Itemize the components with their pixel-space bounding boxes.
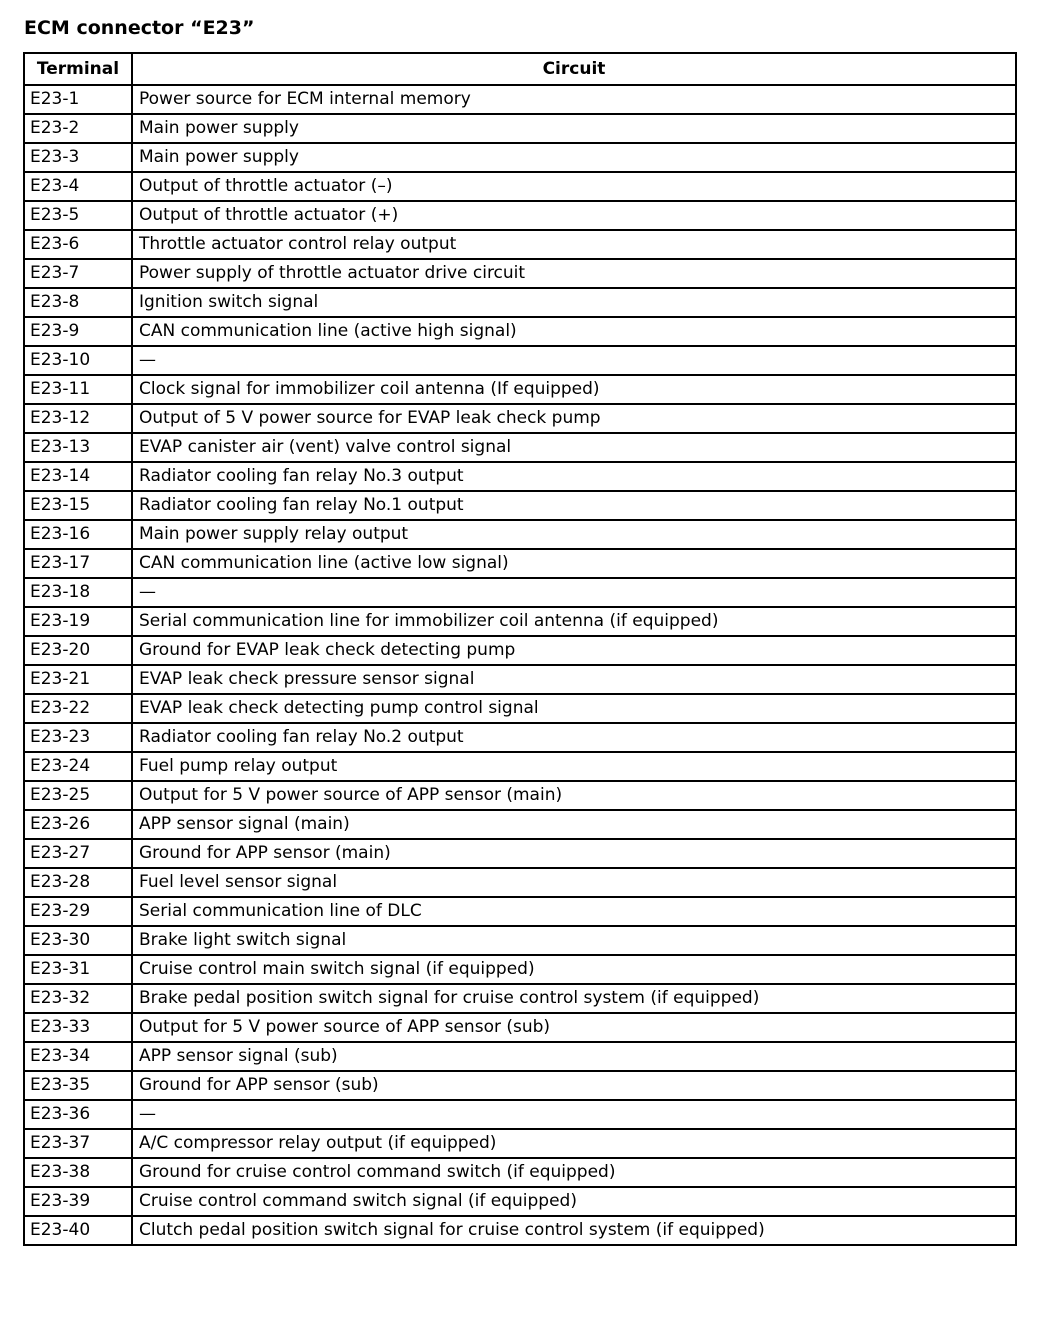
table-row [24,665,1016,694]
circuit-cell: Clock signal for immobilizer coil antenna (If equipped) [132,375,1016,404]
table-row [24,1071,1016,1100]
circuit-cell: CAN communication line (active low signal) [132,549,1016,578]
circuit-cell: Output of throttle actuator (–) [132,172,1016,201]
terminal-cell: E23-17 [24,549,132,578]
table-row [24,1013,1016,1042]
terminal-cell: E23-19 [24,607,132,636]
table-row [24,491,1016,520]
table-row [24,346,1016,375]
terminal-cell: E23-40 [24,1216,132,1245]
circuit-cell: Throttle actuator control relay output [132,230,1016,259]
circuit-cell: Output for 5 V power source of APP sensor (main) [132,781,1016,810]
terminal-cell: E23-34 [24,1042,132,1071]
circuit-cell: Brake pedal position switch signal for cruise control system (if equipped) [132,984,1016,1013]
terminal-cell: E23-12 [24,404,132,433]
table-row [24,723,1016,752]
table-row [24,462,1016,491]
terminal-cell: E23-4 [24,172,132,201]
table-row [24,404,1016,433]
table-row [24,375,1016,404]
table-row [24,114,1016,143]
table-header-row [24,53,1016,85]
terminal-cell: E23-29 [24,897,132,926]
table-row [24,1042,1016,1071]
terminal-cell: E23-28 [24,868,132,897]
terminal-cell: E23-1 [24,85,132,114]
circuit-cell: Main power supply [132,143,1016,172]
terminal-cell: E23-10 [24,346,132,375]
circuit-cell: Output for 5 V power source of APP sensor (sub) [132,1013,1016,1042]
terminal-cell: E23-9 [24,317,132,346]
table-row [24,201,1016,230]
table-row [24,520,1016,549]
table-row [24,1187,1016,1216]
circuit-cell: APP sensor signal (sub) [132,1042,1016,1071]
terminal-cell: E23-37 [24,1129,132,1158]
terminal-cell: E23-5 [24,201,132,230]
terminal-cell: E23-3 [24,143,132,172]
terminal-cell: E23-2 [24,114,132,143]
table-row [24,868,1016,897]
terminal-cell: E23-39 [24,1187,132,1216]
table-row [24,1216,1016,1245]
table-row [24,230,1016,259]
circuit-cell: Radiator cooling fan relay No.2 output [132,723,1016,752]
circuit-cell: Output of throttle actuator (+) [132,201,1016,230]
terminal-cell: E23-14 [24,462,132,491]
circuit-cell: A/C compressor relay output (if equipped) [132,1129,1016,1158]
circuit-cell: Cruise control command switch signal (if equipped) [132,1187,1016,1216]
terminal-cell: E23-8 [24,288,132,317]
circuit-cell: Power supply of throttle actuator drive circuit [132,259,1016,288]
terminal-cell: E23-33 [24,1013,132,1042]
terminal-cell: E23-15 [24,491,132,520]
terminal-cell: E23-35 [24,1071,132,1100]
circuit-cell: EVAP leak check pressure sensor signal [132,665,1016,694]
terminal-cell: E23-18 [24,578,132,607]
terminal-cell: E23-21 [24,665,132,694]
circuit-cell: Main power supply relay output [132,520,1016,549]
circuit-cell: Cruise control main switch signal (if equipped) [132,955,1016,984]
circuit-cell: — [132,578,1016,607]
header-circuit: Circuit [132,53,1016,85]
table-row [24,839,1016,868]
terminal-cell: E23-32 [24,984,132,1013]
circuit-cell: — [132,346,1016,375]
circuit-cell: Radiator cooling fan relay No.1 output [132,491,1016,520]
terminal-cell: E23-27 [24,839,132,868]
terminal-cell: E23-13 [24,433,132,462]
table-row [24,752,1016,781]
circuit-cell: Clutch pedal position switch signal for cruise control system (if equipped) [132,1216,1016,1245]
table-row [24,172,1016,201]
table-row [24,926,1016,955]
circuit-cell: Ground for EVAP leak check detecting pump [132,636,1016,665]
terminal-cell: E23-24 [24,752,132,781]
table-body [24,85,1016,1245]
circuit-cell: CAN communication line (active high signal) [132,317,1016,346]
page-title: ECM connector “E23” [24,17,255,39]
table-row [24,810,1016,839]
circuit-cell: Serial communication line of DLC [132,897,1016,926]
terminal-cell: E23-26 [24,810,132,839]
table-row [24,694,1016,723]
table-row [24,549,1016,578]
circuit-cell: — [132,1100,1016,1129]
terminal-cell: E23-16 [24,520,132,549]
circuit-cell: Ground for APP sensor (main) [132,839,1016,868]
terminal-cell: E23-20 [24,636,132,665]
circuit-cell: Ignition switch signal [132,288,1016,317]
circuit-cell: Ground for APP sensor (sub) [132,1071,1016,1100]
circuit-cell: Radiator cooling fan relay No.3 output [132,462,1016,491]
terminal-cell: E23-6 [24,230,132,259]
terminal-cell: E23-11 [24,375,132,404]
circuit-cell: Serial communication line for immobilizer coil antenna (if equipped) [132,607,1016,636]
table-row [24,1100,1016,1129]
terminal-cell: E23-25 [24,781,132,810]
terminal-cell: E23-23 [24,723,132,752]
table-row [24,636,1016,665]
terminal-cell: E23-7 [24,259,132,288]
table-row [24,781,1016,810]
circuit-cell: Brake light switch signal [132,926,1016,955]
circuit-cell: EVAP leak check detecting pump control signal [132,694,1016,723]
circuit-cell: Power source for ECM internal memory [132,85,1016,114]
connector-table [23,52,1017,1246]
circuit-cell: Fuel level sensor signal [132,868,1016,897]
table-row [24,143,1016,172]
table-row [24,955,1016,984]
table-row [24,85,1016,114]
circuit-cell: Ground for cruise control command switch (if equipped) [132,1158,1016,1187]
table-row [24,259,1016,288]
table-row [24,897,1016,926]
table-row [24,578,1016,607]
table-row [24,607,1016,636]
table-row [24,433,1016,462]
table-row [24,1129,1016,1158]
terminal-cell: E23-38 [24,1158,132,1187]
table-row [24,317,1016,346]
circuit-cell: Fuel pump relay output [132,752,1016,781]
circuit-cell: Main power supply [132,114,1016,143]
circuit-cell: APP sensor signal (main) [132,810,1016,839]
terminal-cell: E23-22 [24,694,132,723]
table-row [24,288,1016,317]
header-terminal: Terminal [24,53,132,85]
circuit-cell: Output of 5 V power source for EVAP leak check pump [132,404,1016,433]
terminal-cell: E23-30 [24,926,132,955]
terminal-cell: E23-31 [24,955,132,984]
table-row [24,1158,1016,1187]
circuit-cell: EVAP canister air (vent) valve control signal [132,433,1016,462]
table-row [24,984,1016,1013]
terminal-cell: E23-36 [24,1100,132,1129]
